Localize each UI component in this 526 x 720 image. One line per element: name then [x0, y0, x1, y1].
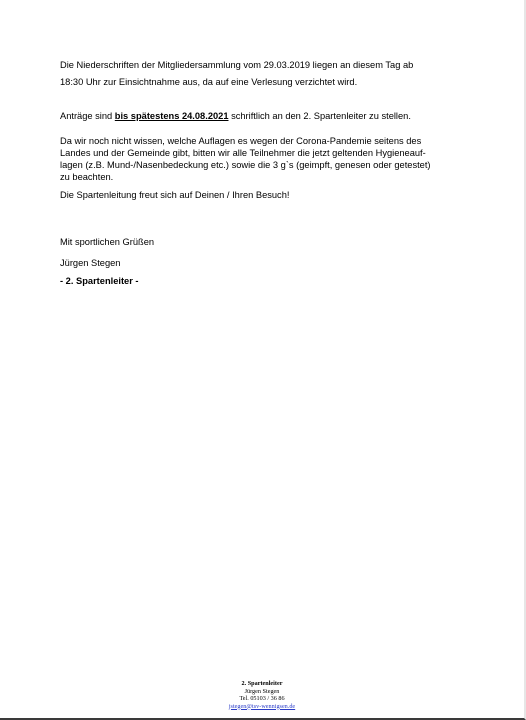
paragraph-corona-line-1: Da wir noch nicht wissen, welche Auflagen es wegen der Corona-Pandemie seitens des	[60, 136, 422, 146]
signer-name: Jürgen Stegen	[60, 258, 121, 268]
paragraph-minutes-line-1: Die Niederschriften der Mitgliedersammlung vom 29.03.2019 liegen an diesem Tag ab	[60, 60, 414, 70]
footer	[0, 680, 524, 710]
footer-phone: Tel. 05103 / 36 86	[239, 695, 285, 702]
closing-greeting: Mit sportlichen Grüßen	[60, 237, 155, 247]
paragraph-corona-line-3: lagen (z.B. Mund-/Nasenbedeckung etc.) sowie die 3 g`s (geimpft, genesen oder getestet)	[60, 160, 431, 170]
paragraph-minutes-line-2: 18:30 Uhr zur Einsichtnahme aus, da auf eine Verlesung verzichtet wird.	[60, 77, 358, 87]
paragraph-corona-line-4: zu beachten.	[60, 172, 114, 182]
motions-deadline: bis spätestens 24.08.2021	[114, 111, 229, 121]
motions-text-after: schriftlich an den 2. Spartenleiter zu stellen.	[228, 111, 411, 121]
paragraph-motions	[60, 110, 411, 122]
footer-title: 2. Spartenleiter	[241, 680, 283, 687]
footer-email-link[interactable]: jstegen@tsv-wennigsen.de	[228, 702, 296, 710]
motions-text-before: Anträge sind	[60, 111, 115, 121]
paragraph-corona-line-2: Landes und der Gemeinde gibt, bitten wir alle Teilnehmer die jetzt geltenden Hygieneauf-	[60, 148, 426, 158]
paragraph-visit: Die Spartenleitung freut sich auf Deinen / Ihren Besuch!	[60, 190, 290, 200]
footer-name: Jürgen Stegen	[244, 687, 280, 695]
signer-role: - 2. Spartenleiter -	[60, 276, 139, 286]
